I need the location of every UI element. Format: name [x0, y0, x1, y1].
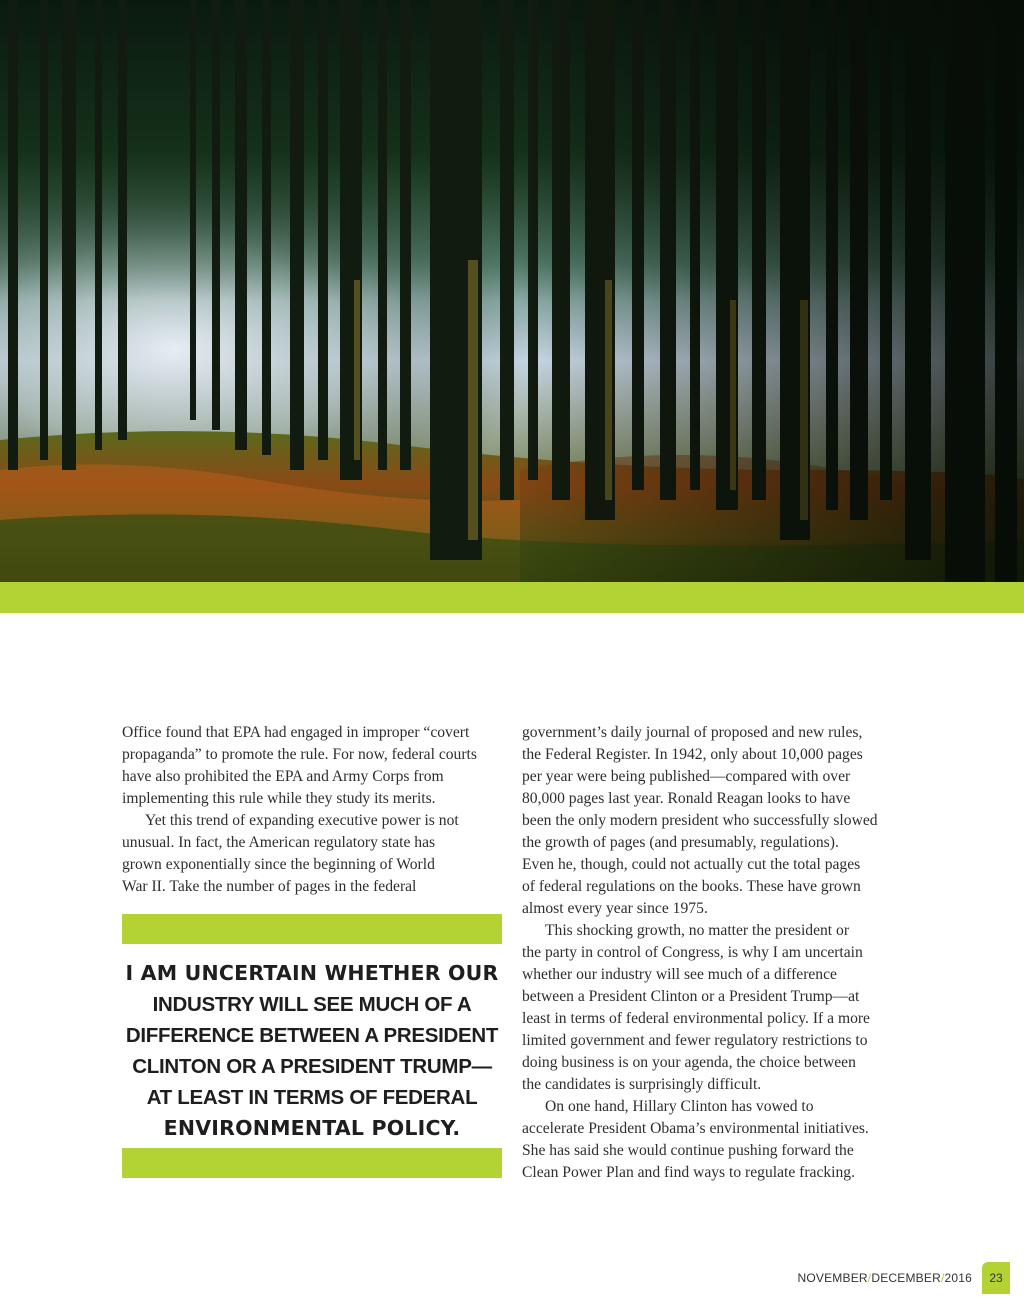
paragraph [122, 810, 502, 898]
paragraph [522, 920, 907, 1096]
text-line: almost every year since 1975. [522, 900, 708, 917]
right-column [522, 722, 907, 1184]
text-line: She has said she would continue pushing forward the [522, 1142, 854, 1159]
pull-quote-line: INDUSTRY WILL SEE MUCH OF A [152, 993, 472, 1016]
paragraph [522, 1096, 907, 1184]
left-column [122, 722, 502, 898]
text-line: On one hand, Hillary Clinton has vowed to [545, 1098, 814, 1115]
text-line: least in terms of federal environmental policy. If a more [522, 1010, 870, 1027]
text-line: This shocking growth, no matter the president or [545, 922, 850, 939]
pull-quote-line: AT LEAST IN TERMS OF FEDERAL [146, 1086, 478, 1109]
footer-separator: / [940, 1271, 945, 1285]
text-line: Even he, though, could not actually cut the total pages [522, 856, 861, 873]
pull-quote [122, 958, 502, 1144]
pull-quote-bar-top [122, 914, 502, 944]
footer-month-2: DECEMBER [871, 1271, 941, 1285]
text-line: government’s daily journal of proposed and new rules, [522, 724, 863, 741]
text-line: propaganda” to promote the rule. For now, federal courts [122, 746, 477, 763]
text-line: implementing this rule while they study its merits. [122, 790, 436, 807]
text-line: the candidates is surprisingly difficult. [522, 1076, 762, 1093]
footer-year: 2016 [944, 1271, 972, 1285]
footer-month-1: NOVEMBER [797, 1271, 868, 1285]
pull-quote-line: ENVIRONMENTAL POLICY. [163, 1116, 461, 1140]
paragraph [122, 722, 502, 810]
text-line: accelerate President Obama’s environmental initiatives. [522, 1120, 869, 1137]
text-line: Clean Power Plan and find ways to regulate fracking. [522, 1164, 856, 1181]
pull-quote-bar-bottom [122, 1148, 502, 1178]
text-line: the growth of pages (and presumably, regulations). [522, 834, 839, 851]
text-line: Office found that EPA had engaged in improper “covert [122, 724, 470, 741]
text-line: Yet this trend of expanding executive power is not [145, 812, 459, 829]
text-line: the party in control of Congress, is why I am uncertain [522, 944, 863, 961]
forest-photo [0, 0, 1024, 582]
pull-quote-line: DIFFERENCE BETWEEN A PRESIDENT [125, 1024, 499, 1047]
text-line: unusual. In fact, the American regulatory state has [122, 834, 436, 851]
text-line: 80,000 pages last year. Ronald Reagan looks to have [522, 790, 851, 807]
text-line: whether our industry will see much of a difference [522, 966, 837, 983]
text-line: been the only modern president who successfully slowed [522, 812, 878, 829]
text-line: have also prohibited the EPA and Army Corps from [122, 768, 444, 785]
issue-date [798, 1271, 973, 1285]
text-line: War II. Take the number of pages in the federal [122, 878, 417, 895]
pull-quote-line: CLINTON OR A PRESIDENT TRUMP— [132, 1055, 492, 1078]
text-line: limited government and fewer regulatory restrictions to [522, 1032, 868, 1049]
footer-separator: / [867, 1271, 872, 1285]
page-number: 23 [982, 1262, 1010, 1294]
text-line: of federal regulations on the books. These have grown [522, 878, 861, 895]
text-line: doing business is on your agenda, the choice between [522, 1054, 856, 1071]
paragraph [522, 722, 907, 920]
text-line: grown exponentially since the beginning of World [122, 856, 435, 873]
pull-quote-line: I AM UNCERTAIN WHETHER OUR [125, 961, 499, 985]
text-line: per year were being published—compared with over [522, 768, 851, 785]
accent-band [0, 582, 1024, 613]
text-line: the Federal Register. In 1942, only about 10,000 pages [522, 746, 863, 763]
text-line: between a President Clinton or a President Trump—at [522, 988, 860, 1005]
